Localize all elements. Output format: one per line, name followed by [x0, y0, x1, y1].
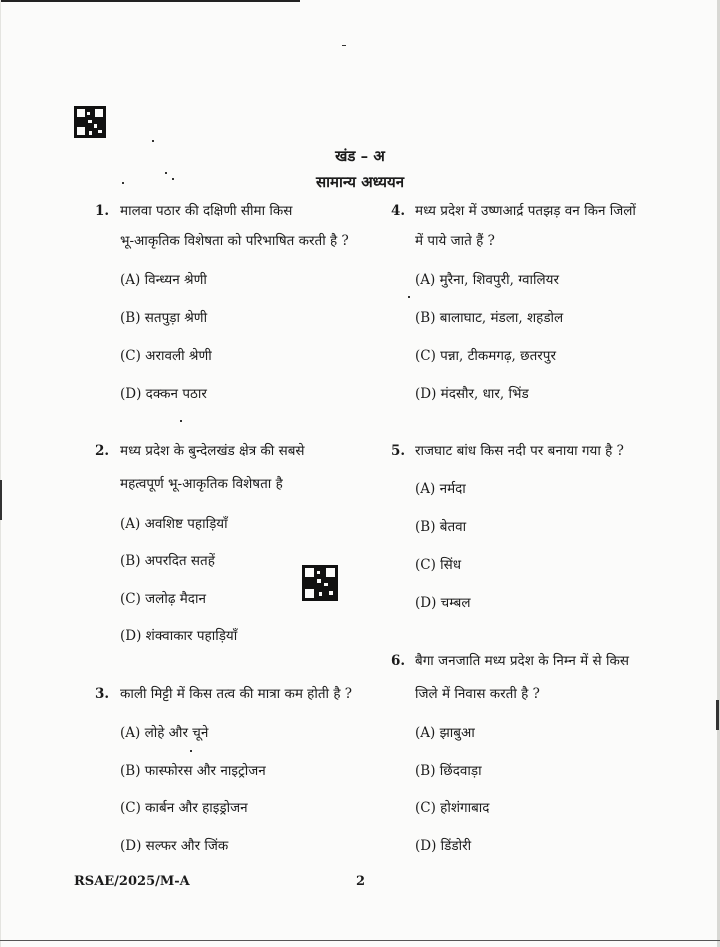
- option-c: (C) सिंध: [415, 557, 462, 573]
- qr-code-icon: [74, 106, 106, 138]
- top-rule: [0, 0, 300, 2]
- question-text: मालवा पठार की दक्षिणी सीमा किस: [120, 203, 293, 219]
- scan-speck: [716, 700, 719, 730]
- scan-speck: [180, 420, 182, 422]
- option-b: (B) बालाघाट, मंडला, शहडोल: [415, 310, 564, 326]
- option-c: (C) पन्ना, टीकमगढ़, छतरपुर: [415, 348, 556, 364]
- option-c: (C) अरावली श्रेणी: [120, 348, 212, 364]
- question-number: 1.: [95, 203, 110, 219]
- section-title: खंड – अ: [335, 147, 385, 165]
- question-text: काली मिट्टी में किस तत्व की मात्रा कम होती है ?: [120, 686, 353, 702]
- question-number: 3.: [95, 686, 110, 702]
- question-text: मध्य प्रदेश के बुन्देलखंड क्षेत्र की सबसे: [120, 443, 305, 459]
- option-c: (C) जलोढ़ मैदान: [120, 591, 206, 607]
- bottom-rule: [0, 940, 720, 941]
- question-text: मध्य प्रदेश में उष्णआर्द्र पतझड़ वन किन जिलों: [415, 203, 636, 219]
- option-c: (C) होशंगाबाद: [415, 800, 490, 816]
- option-d: (D) डिंडोरी: [415, 838, 472, 854]
- scan-speck: [190, 750, 192, 752]
- question-text: जिले में निवास करती है ?: [415, 686, 540, 702]
- option-d: (D) शंक्वाकार पहाड़ियाँ: [120, 628, 238, 644]
- qr-code-icon: [302, 565, 338, 601]
- paper-code: RSAE/2025/M-A: [74, 874, 190, 889]
- section-subtitle: सामान्य अध्ययन: [315, 173, 405, 191]
- question-text: में पाये जाते हैं ?: [415, 233, 495, 249]
- option-b: (B) फास्फोरस और नाइट्रोजन: [120, 763, 266, 779]
- question-number: 2.: [95, 443, 110, 459]
- page-edge-left: [0, 0, 1, 947]
- option-d: (D) चम्बल: [415, 595, 471, 611]
- option-b: (B) सतपुड़ा श्रेणी: [120, 310, 208, 326]
- option-c: (C) कार्बन और हाइड्रोजन: [120, 800, 248, 816]
- option-b: (B) अपरदित सतहें: [120, 553, 215, 569]
- question-number: 4.: [391, 203, 406, 219]
- scan-speck: [0, 480, 2, 520]
- option-d: (D) सल्फर और जिंक: [120, 838, 229, 854]
- question-text: बैगा जनजाति मध्य प्रदेश के निम्न में से किस: [415, 653, 629, 669]
- scan-speck: [408, 296, 410, 298]
- option-a: (A) लोहे और चूने: [120, 725, 209, 741]
- option-d: (D) दक्कन पठार: [120, 386, 207, 402]
- option-a: (A) विन्ध्यन श्रेणी: [120, 272, 207, 288]
- question-text: राजघाट बांध किस नदी पर बनाया गया है ?: [415, 443, 624, 459]
- option-b: (B) बेतवा: [415, 519, 467, 535]
- question-number: 5.: [391, 443, 406, 459]
- scan-speck: [152, 140, 154, 142]
- option-b: (B) छिंदवाड़ा: [415, 763, 482, 779]
- question-number: 6.: [391, 653, 406, 669]
- option-a: (A) नर्मदा: [415, 481, 466, 497]
- scan-speck: [342, 45, 346, 46]
- option-a: (A) झाबुआ: [415, 725, 475, 741]
- option-a: (A) मुरैना, शिवपुरी, ग्वालियर: [415, 272, 559, 288]
- option-a: (A) अवशिष्ट पहाड़ियाँ: [120, 516, 228, 532]
- question-text: महत्वपूर्ण भू-आकृतिक विशेषता है: [120, 476, 283, 492]
- option-d: (D) मंदसौर, धार, भिंड: [415, 386, 529, 402]
- question-text: भू-आकृतिक विशेषता को परिभाषित करती है ?: [120, 233, 349, 249]
- page-number: 2: [356, 874, 366, 889]
